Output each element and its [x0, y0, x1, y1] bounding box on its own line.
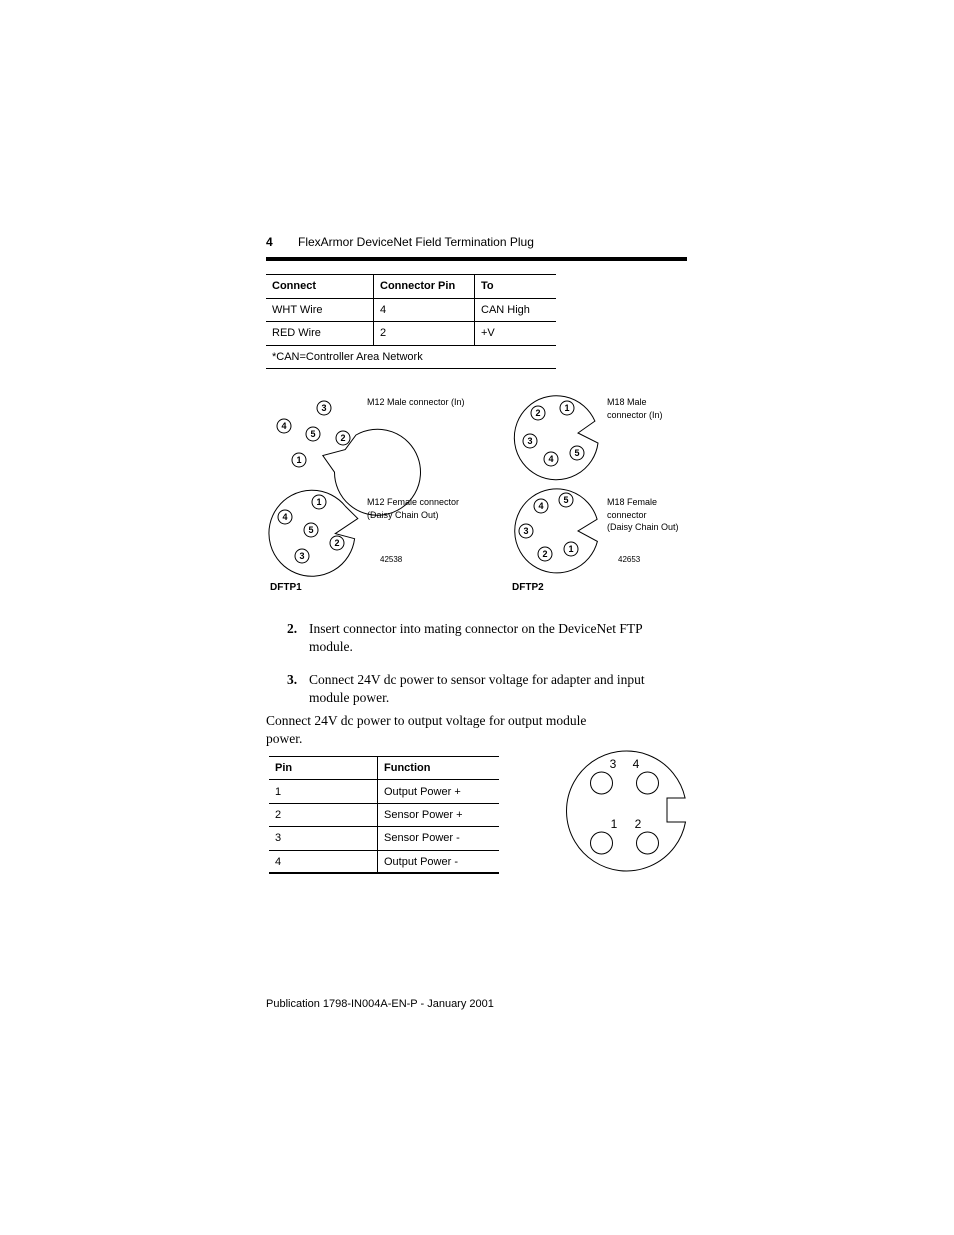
step-number: 2.: [287, 621, 298, 636]
pin-number: 2: [334, 538, 340, 548]
table-row: [269, 850, 499, 873]
pin-number: 4: [282, 512, 288, 522]
figure-number: 42538: [380, 555, 403, 564]
label-line: M18 Female: [607, 497, 658, 507]
step-text: [309, 671, 645, 706]
diagram-tag: DFTP1: [270, 582, 302, 593]
pin-number: 5: [563, 495, 569, 505]
pin-number: 3: [527, 436, 533, 446]
table-cell: 3: [269, 827, 378, 850]
text-line: Connect 24V dc power to output voltage for output module: [266, 713, 587, 728]
step-number: 3.: [287, 672, 298, 687]
running-title: FlexArmor DeviceNet Field Termination Plug: [298, 235, 534, 249]
pin-number: 2: [634, 817, 642, 831]
table-footnote: *CAN=Controller Area Network: [266, 345, 556, 369]
pin-number: 4: [548, 454, 554, 464]
pin-number: 4: [281, 421, 287, 431]
table-cell: 2: [269, 803, 378, 826]
table-cell: 2: [374, 322, 475, 346]
power-connector-pin-3: [591, 772, 613, 794]
pin-number: 1: [316, 497, 322, 507]
power-connector-pin-2: [637, 832, 659, 854]
text-line: power.: [266, 730, 303, 746]
m12-female-label: [367, 496, 459, 521]
table-cell: +V: [475, 322, 557, 346]
label-line: M12 Female connector: [367, 497, 460, 507]
pin-number: 4: [632, 757, 640, 771]
power-connector-pin-4: [637, 772, 659, 794]
pin-function-table: [269, 756, 499, 874]
pin-number: 3: [299, 551, 305, 561]
pin-number: 2: [535, 408, 541, 418]
table-cell: Output Power +: [378, 780, 500, 803]
pin-number: 3: [523, 526, 529, 536]
table-cell: Sensor Power -: [378, 827, 500, 850]
text-line: Insert connector into mating connector on the DeviceNet FTP: [309, 621, 643, 636]
column-header: Connect: [266, 275, 374, 299]
pin-number: 5: [574, 448, 580, 458]
column-header: Pin: [269, 757, 378, 780]
table-cell: 4: [269, 850, 378, 873]
table-header-row: [269, 757, 499, 780]
publication-footer: Publication 1798-IN004A-EN-P - January 2001: [266, 998, 494, 1010]
table-cell: CAN High: [475, 298, 557, 322]
label-line: connector: [607, 509, 647, 520]
table-cell: 1: [269, 780, 378, 803]
pin-number: 5: [308, 525, 314, 535]
power-connector-pin-1: [591, 832, 613, 854]
text-line: module.: [309, 638, 353, 654]
body-paragraph: [266, 712, 586, 747]
diagram-tag: DFTP2: [512, 582, 544, 593]
pin-number: 4: [538, 501, 544, 511]
table-cell: WHT Wire: [266, 298, 374, 322]
pin-number: 1: [296, 455, 302, 465]
table-cell: Sensor Power +: [378, 803, 500, 826]
pin-number: 1: [568, 544, 574, 554]
page-number: 4: [266, 235, 273, 249]
m18-female-label: [607, 496, 679, 534]
table-cell: 4: [374, 298, 475, 322]
pin-number: 3: [609, 757, 617, 771]
column-header: Function: [378, 757, 500, 780]
pin-number: 3: [321, 403, 327, 413]
column-header: Connector Pin: [374, 275, 475, 299]
pin-number: 2: [542, 549, 548, 559]
column-header: To: [475, 275, 557, 299]
power-connector-outline: [567, 751, 686, 871]
table-row: [269, 827, 499, 850]
table-row: [269, 780, 499, 803]
label-line: (Daisy Chain Out): [367, 509, 439, 520]
text-line: module power.: [309, 689, 390, 705]
label-line: M18 Male: [607, 397, 647, 407]
table-cell: RED Wire: [266, 322, 374, 346]
pin-number: 1: [610, 817, 618, 831]
pin-number: 2: [340, 433, 346, 443]
label-line: (Daisy Chain Out): [607, 522, 679, 532]
table-row: [269, 803, 499, 826]
pin-number: 1: [564, 403, 570, 413]
m18-male-label: [607, 396, 663, 421]
m12-male-label: M12 Male connector (In): [367, 397, 465, 407]
pin-number: 5: [310, 429, 316, 439]
figure-number: 42653: [618, 555, 641, 564]
label-line: connector (In): [607, 409, 663, 420]
text-line: Connect 24V dc power to sensor voltage for adapter and input: [309, 672, 645, 687]
step-text: [309, 620, 643, 655]
table-cell: Output Power -: [378, 850, 500, 873]
